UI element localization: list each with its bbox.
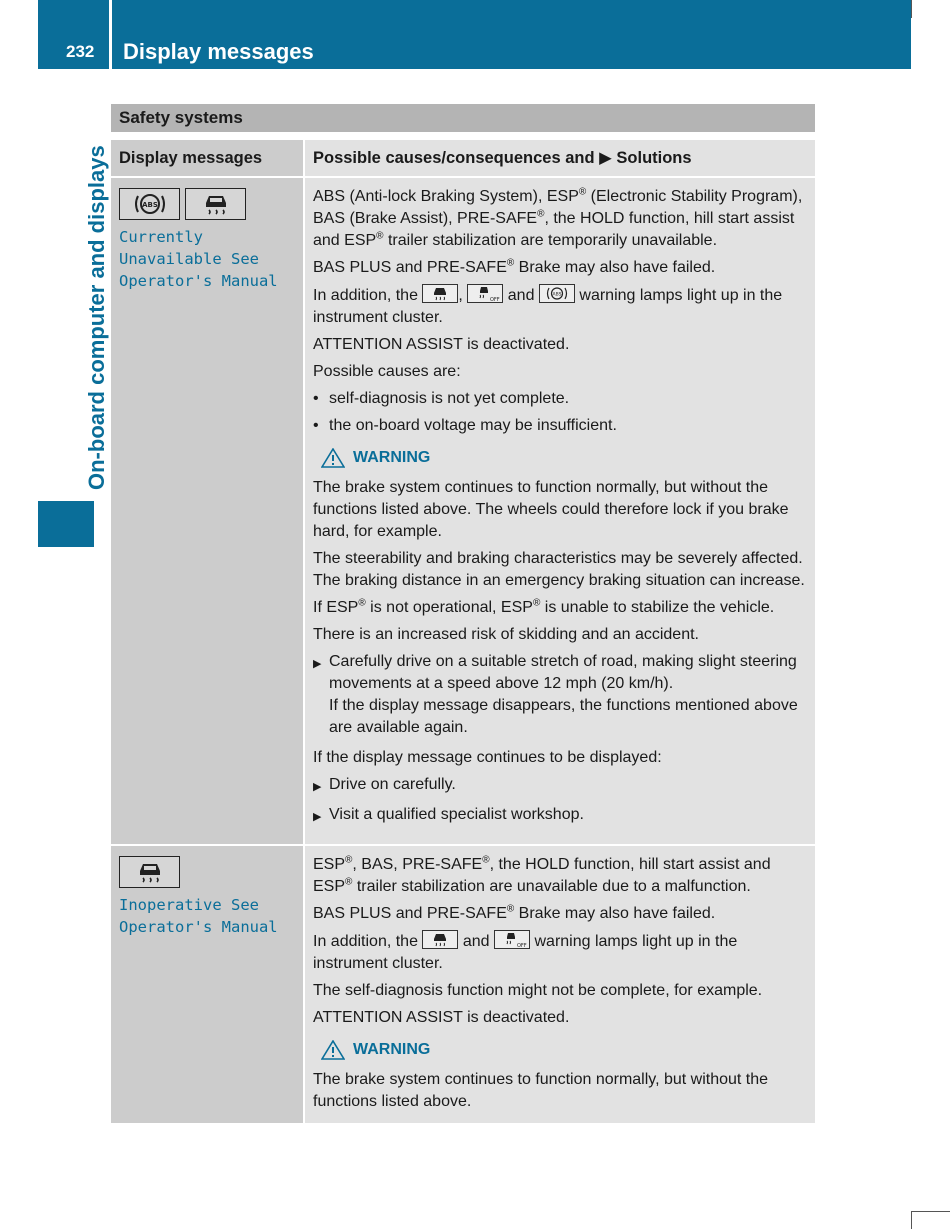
svg-text:ABS: ABS — [141, 201, 158, 209]
warning-heading — [321, 447, 809, 469]
causes-cell — [305, 846, 815, 1123]
svg-text:OFF: OFF — [517, 943, 527, 948]
display-message-text: Inoperative See Operator's Manual — [119, 896, 278, 936]
causes-cell — [305, 178, 815, 844]
column-header-display-messages: Display messages — [111, 140, 303, 176]
warning-label: WARNING — [353, 1041, 431, 1058]
inline-text: and — [462, 933, 490, 950]
inline-text: warning lamps light up in the instrument cluster. — [313, 287, 783, 326]
page-header — [38, 0, 911, 69]
page-number: 232 — [66, 42, 95, 61]
step-text: Drive on carefully. — [329, 776, 456, 793]
messages-table — [111, 104, 815, 1123]
crop-mark — [911, 1211, 912, 1229]
esp-skid-icon — [422, 930, 458, 949]
paragraph: The self-diagnosis function might not be complete, for example. — [313, 982, 763, 999]
side-tab-label: On-board computer and displays — [84, 145, 109, 490]
warning-triangle-icon — [321, 1040, 345, 1060]
paragraph: If ESP® is not operational, ESP® is unable to stabilize the vehicle. — [313, 597, 775, 616]
paragraph: There is an increased risk of skidding and an accident. — [313, 626, 699, 643]
solution-step — [313, 774, 809, 798]
page-title: Display messages — [123, 39, 314, 64]
svg-text:ABS: ABS — [552, 292, 562, 298]
esp-off-icon — [467, 284, 503, 303]
warning-label: WARNING — [353, 449, 431, 466]
warning-heading — [321, 1039, 809, 1061]
step-arrow-icon: ▶ — [313, 781, 322, 793]
esp-skid-icon — [185, 188, 246, 220]
paragraph: The brake system continues to function normally, but without the functions listed above. — [313, 1071, 769, 1110]
solution-step — [313, 651, 809, 739]
step-text: If the display message disappears, the functions mentioned above are available again. — [329, 697, 798, 736]
section-title: Safety systems — [111, 104, 815, 132]
warning-triangle-icon — [321, 448, 345, 468]
step-text: Carefully drive on a suitable stretch of road, making slight steering movements at a speed above 12 mph (20 km/h). — [329, 653, 797, 692]
esp-off-icon — [494, 930, 530, 949]
inline-text: and — [507, 287, 535, 304]
display-message-text: Currently Unavailable See Operator's Manual — [119, 228, 278, 290]
inline-text: In addition, the — [313, 287, 418, 304]
solution-step — [313, 804, 809, 828]
header-divider — [109, 0, 112, 69]
column-header-causes: Possible causes/consequences and ▶ Solutions — [305, 140, 815, 176]
inline-text: warning lamps light up in the instrument cluster. — [313, 933, 738, 972]
inline-text: In addition, the — [313, 933, 418, 950]
paragraph: BAS PLUS and PRE-SAFE® Brake may also have failed. — [313, 257, 716, 276]
paragraph: ABS (Anti-lock Braking System), ESP® (Electronic Stability Program), BAS (Brake Assist), PRE-SAFE®, the HOLD function, hill start assist and ESP® trailer stabilization are temporarily unavailable. — [313, 186, 803, 249]
side-tab-marker — [38, 501, 94, 547]
abs-warning-icon — [119, 188, 180, 220]
list-item: • the on-board voltage may be insufficient. — [313, 417, 617, 434]
crop-mark — [911, 1211, 950, 1212]
table-row — [111, 846, 815, 1123]
paragraph: ATTENTION ASSIST is deactivated. — [313, 336, 570, 353]
list-item-text: the on-board voltage may be insufficient. — [329, 417, 617, 434]
paragraph: ESP®, BAS, PRE-SAFE®, the HOLD function, hill start assist and ESP® trailer stabilization are unavailable due to a malfunction. — [313, 854, 771, 895]
paragraph — [313, 930, 809, 975]
svg-text:OFF: OFF — [490, 297, 501, 302]
table-header-row — [111, 140, 815, 176]
paragraph: The brake system continues to function normally, but without the functions listed above. The wheels could therefore lock if you brake hard, for example. — [313, 479, 789, 540]
paragraph: BAS PLUS and PRE-SAFE® Brake may also have failed. — [313, 903, 716, 922]
paragraph: The steerability and braking characteristics may be severely affected. The braking distance in an emergency braking situation can increase. — [313, 550, 805, 589]
abs-warning-icon — [539, 284, 575, 303]
step-text: Visit a qualified specialist workshop. — [329, 806, 584, 823]
paragraph: ATTENTION ASSIST is deactivated. — [313, 1009, 570, 1026]
esp-skid-icon — [119, 856, 180, 888]
list-item: • self-diagnosis is not yet complete. — [313, 390, 570, 407]
display-message-cell — [111, 178, 303, 844]
paragraph — [313, 284, 809, 329]
display-message-cell — [111, 846, 303, 1123]
step-arrow-icon: ▶ — [313, 658, 322, 670]
table-row — [111, 178, 815, 844]
esp-skid-icon — [422, 284, 458, 303]
inline-text: , — [458, 287, 463, 304]
crop-mark — [911, 0, 912, 18]
list-item-text: self-diagnosis is not yet complete. — [329, 390, 570, 407]
paragraph: Possible causes are: — [313, 363, 461, 380]
step-arrow-icon: ▶ — [313, 811, 322, 823]
paragraph: If the display message continues to be displayed: — [313, 749, 662, 766]
